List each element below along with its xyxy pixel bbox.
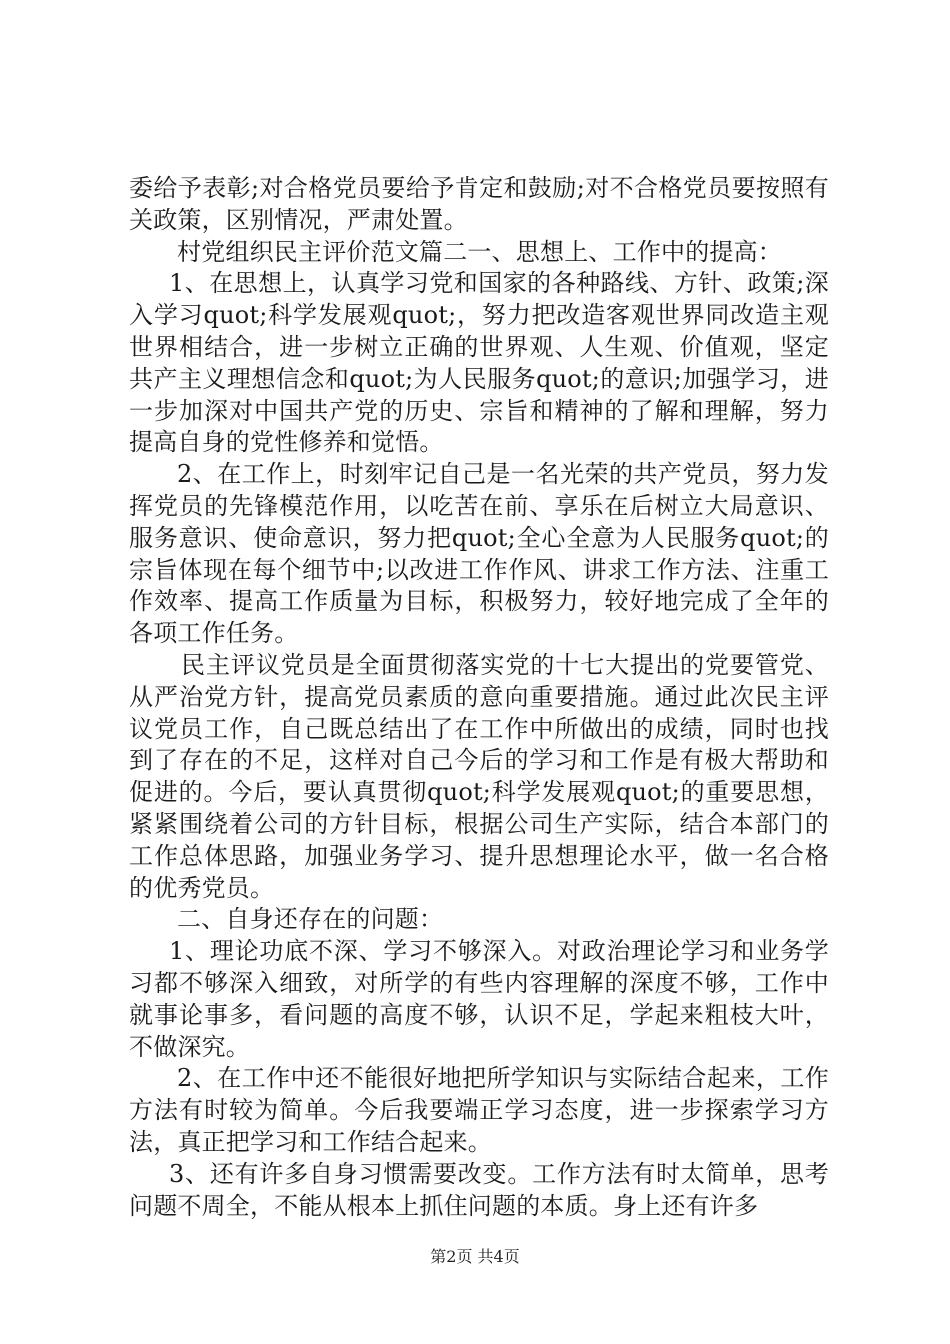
section-heading: 二、自身还存在的问题：	[177, 905, 444, 934]
paragraph: 3、还有许多自身习惯需要改变。工作方法有时太简单，思考问题不周全，不能从根本上抓住问题的本质。身上还有许多	[129, 1159, 829, 1220]
document-body	[129, 173, 829, 1222]
page-number-footer: 第2页 共4页	[430, 1247, 520, 1266]
paragraph: 2、在工作上，时刻牢记自己是一名光荣的共产党员，努力发挥党员的先锋模范作用，以吃苦在前、享乐在后树立大局意识、服务意识、使命意识，努力把quot;全心全意为人民服务quot;的宗旨体现在每个细节中;以改进工作作风、讲求工作方法、注重工作效率、提高工作质量为目标，积极努力，较好地完成了全年的各项工作任务。	[129, 460, 829, 648]
paragraph: 民主评议党员是全面贯彻落实党的十七大提出的党要管党、从严治党方针，提高党员素质的意向重要措施。通过此次民主评议党员工作，自己既总结出了在工作中所做出的成绩，同时也找到了存在的不足，这样对自己今后的学习和工作是有极大帮助和促进的。今后，要认真贯彻quot;科学发展观quot;的重要思想，紧紧围绕着公司的方针目标，根据公司生产实际，结合本部门的工作总体思路，加强业务学习、提升思想理论水平，做一名合格的优秀党员。	[129, 650, 829, 902]
paragraph: 1、在思想上，认真学习党和国家的各种路线、方针、政策;深入学习quot;科学发展观quot;，努力把改造客观世界同改造主观世界相结合，进一步树立正确的世界观、人生观、价值观，坚定共产主义理想信念和quot;为人民服务quot;的意识;加强学习，进一步加深对中国共产党的历史、宗旨和精神的了解和理解，努力提高自身的党性修养和觉悟。	[129, 269, 829, 457]
paragraph: 村党组织民主评价范文篇二一、思想上、工作中的提高：	[177, 237, 782, 266]
paragraph: 2、在工作中还不能很好地把所学知识与实际结合起来，工作方法有时较为简单。今后我要端正学习态度，进一步探索学习方法，真正把学习和工作结合起来。	[129, 1064, 829, 1156]
paragraph: 1、理论功底不深、学习不够深入。对政治理论学习和业务学习都不够深入细致，对所学的有些内容理解的深度不够，工作中就事论事多，看问题的高度不够，认识不足，学起来粗枝大叶，不做深究。	[129, 937, 829, 1061]
paragraph: 委给予表彰;对合格党员要给予肯定和鼓励;对不合格党员要按照有关政策，区别情况，严肃处置。	[129, 174, 829, 234]
